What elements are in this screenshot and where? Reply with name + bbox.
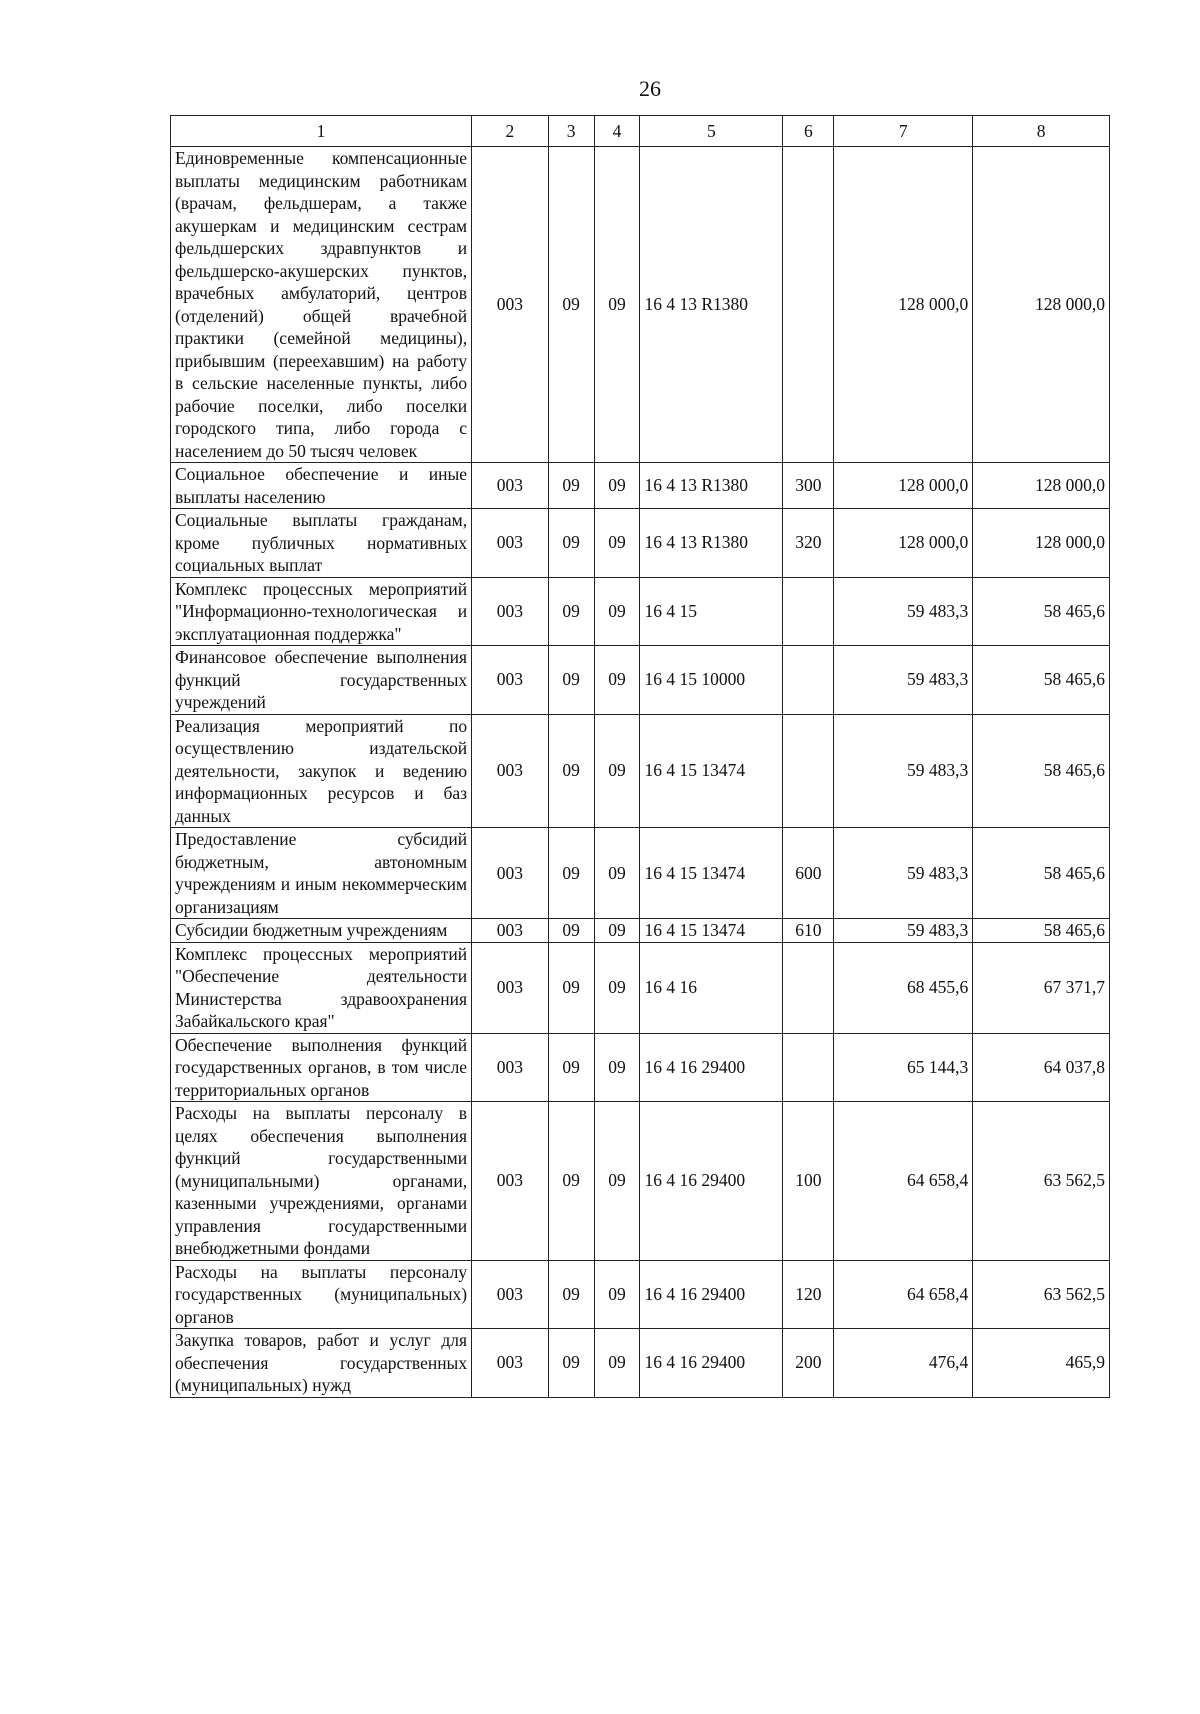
section-cell: 09 (548, 1329, 594, 1398)
header-cell: 5 (640, 116, 783, 147)
subsection-cell: 09 (594, 463, 640, 509)
table-row (171, 646, 1110, 715)
expense-type-cell (783, 646, 834, 715)
header-row (171, 116, 1110, 147)
expense-type-cell (783, 577, 834, 646)
section-cell: 09 (548, 646, 594, 715)
subsection-cell: 09 (594, 509, 640, 578)
section-cell: 09 (548, 147, 594, 463)
expense-type-cell (783, 147, 834, 463)
row-name-cell: Комплекс процессных мероприятий "Информационно-технологическая и эксплуатационная поддержка" (171, 577, 472, 646)
section-cell: 09 (548, 1102, 594, 1261)
row-name-cell: Субсидии бюджетным учреждениям (171, 919, 472, 943)
expense-type-cell: 320 (783, 509, 834, 578)
target-article-cell: 16 4 15 13474 (640, 919, 783, 943)
admin-code-cell: 003 (472, 942, 549, 1033)
header-cell: 7 (834, 116, 973, 147)
expense-type-cell: 610 (783, 919, 834, 943)
table-row (171, 577, 1110, 646)
subsection-cell: 09 (594, 1033, 640, 1102)
amount-year2-cell: 58 465,6 (973, 714, 1110, 828)
section-cell: 09 (548, 1260, 594, 1329)
admin-code-cell: 003 (472, 147, 549, 463)
target-article-cell: 16 4 16 29400 (640, 1102, 783, 1261)
expense-type-cell: 100 (783, 1102, 834, 1261)
section-cell: 09 (548, 463, 594, 509)
subsection-cell: 09 (594, 919, 640, 943)
subsection-cell: 09 (594, 828, 640, 919)
target-article-cell: 16 4 16 29400 (640, 1033, 783, 1102)
amount-year2-cell: 128 000,0 (973, 463, 1110, 509)
amount-year2-cell: 67 371,7 (973, 942, 1110, 1033)
row-name-cell: Социальные выплаты гражданам, кроме публичных нормативных социальных выплат (171, 509, 472, 578)
expense-type-cell: 200 (783, 1329, 834, 1398)
row-name-cell: Закупка товаров, работ и услуг для обеспечения государственных (муниципальных) нужд (171, 1329, 472, 1398)
target-article-cell: 16 4 15 10000 (640, 646, 783, 715)
target-article-cell: 16 4 16 29400 (640, 1329, 783, 1398)
amount-year1-cell: 68 455,6 (834, 942, 973, 1033)
amount-year2-cell: 63 562,5 (973, 1260, 1110, 1329)
budget-table (170, 115, 1110, 1398)
row-name-cell: Реализация мероприятий по осуществлению издательской деятельности, закупок и ведению информационных ресурсов и баз данных (171, 714, 472, 828)
admin-code-cell: 003 (472, 577, 549, 646)
section-cell: 09 (548, 509, 594, 578)
subsection-cell: 09 (594, 577, 640, 646)
target-article-cell: 16 4 13 R1380 (640, 463, 783, 509)
admin-code-cell: 003 (472, 919, 549, 943)
amount-year2-cell: 58 465,6 (973, 828, 1110, 919)
row-name-cell: Расходы на выплаты персоналу в целях обеспечения выполнения функций государственными (муниципальными) органами, казенными учреждениями, органами управления государственными внебюджетными фондами (171, 1102, 472, 1261)
subsection-cell: 09 (594, 1102, 640, 1261)
table-row (171, 714, 1110, 828)
admin-code-cell: 003 (472, 646, 549, 715)
subsection-cell: 09 (594, 714, 640, 828)
row-name-cell: Социальное обеспечение и иные выплаты населению (171, 463, 472, 509)
row-name-cell: Единовременные компенсационные выплаты медицинским работникам (врачам, фельдшерам, а также акушеркам и медицинским сестрам фельдшерских здравпунктов и фельдшерско-акушерских пунктов, врачебных амбулаторий, центров (отделений) общей врачебной практики (семейной медицины), прибывшим (переехавшим) на работу в сельские населенные пункты, либо рабочие поселки, либо поселки городского типа, либо города с населением до 50 тысяч человек (171, 147, 472, 463)
amount-year1-cell: 59 483,3 (834, 828, 973, 919)
row-name-cell: Обеспечение выполнения функций государственных органов, в том числе территориальных органов (171, 1033, 472, 1102)
target-article-cell: 16 4 15 13474 (640, 828, 783, 919)
amount-year1-cell: 59 483,3 (834, 577, 973, 646)
header-cell: 1 (171, 116, 472, 147)
subsection-cell: 09 (594, 1329, 640, 1398)
amount-year1-cell: 476,4 (834, 1329, 973, 1398)
admin-code-cell: 003 (472, 509, 549, 578)
expense-type-cell (783, 1033, 834, 1102)
admin-code-cell: 003 (472, 1260, 549, 1329)
table-row (171, 463, 1110, 509)
amount-year2-cell: 128 000,0 (973, 147, 1110, 463)
amount-year1-cell: 59 483,3 (834, 714, 973, 828)
amount-year1-cell: 64 658,4 (834, 1260, 973, 1329)
table-body (171, 147, 1110, 1398)
expense-type-cell: 300 (783, 463, 834, 509)
page-number: 26 (639, 76, 661, 101)
table-row (171, 1033, 1110, 1102)
header-cell: 8 (973, 116, 1110, 147)
subsection-cell: 09 (594, 1260, 640, 1329)
amount-year2-cell: 465,9 (973, 1329, 1110, 1398)
target-article-cell: 16 4 15 (640, 577, 783, 646)
subsection-cell: 09 (594, 646, 640, 715)
admin-code-cell: 003 (472, 1102, 549, 1261)
amount-year1-cell: 64 658,4 (834, 1102, 973, 1261)
amount-year1-cell: 59 483,3 (834, 919, 973, 943)
header-cell: 6 (783, 116, 834, 147)
target-article-cell: 16 4 13 R1380 (640, 509, 783, 578)
expense-type-cell: 120 (783, 1260, 834, 1329)
header-cell: 4 (594, 116, 640, 147)
row-name-cell: Предоставление субсидий бюджетным, автономным учреждениям и иным некоммерческим организациям (171, 828, 472, 919)
section-cell: 09 (548, 919, 594, 943)
section-cell: 09 (548, 1033, 594, 1102)
row-name-cell: Финансовое обеспечение выполнения функций государственных учреждений (171, 646, 472, 715)
row-name-cell: Комплекс процессных мероприятий "Обеспечение деятельности Министерства здравоохранения Забайкальского края" (171, 942, 472, 1033)
admin-code-cell: 003 (472, 828, 549, 919)
header-cell: 2 (472, 116, 549, 147)
amount-year2-cell: 64 037,8 (973, 1033, 1110, 1102)
table-row (171, 942, 1110, 1033)
target-article-cell: 16 4 16 29400 (640, 1260, 783, 1329)
amount-year2-cell: 128 000,0 (973, 509, 1110, 578)
table-row (171, 147, 1110, 463)
section-cell: 09 (548, 577, 594, 646)
amount-year1-cell: 65 144,3 (834, 1033, 973, 1102)
section-cell: 09 (548, 942, 594, 1033)
subsection-cell: 09 (594, 942, 640, 1033)
target-article-cell: 16 4 16 (640, 942, 783, 1033)
table-row (171, 1329, 1110, 1398)
section-cell: 09 (548, 714, 594, 828)
amount-year1-cell: 128 000,0 (834, 463, 973, 509)
subsection-cell: 09 (594, 147, 640, 463)
table-row (171, 1102, 1110, 1261)
expense-type-cell (783, 714, 834, 828)
expense-type-cell: 600 (783, 828, 834, 919)
amount-year1-cell: 128 000,0 (834, 509, 973, 578)
target-article-cell: 16 4 13 R1380 (640, 147, 783, 463)
table-row (171, 828, 1110, 919)
row-name-cell: Расходы на выплаты персоналу государственных (муниципальных) органов (171, 1260, 472, 1329)
amount-year2-cell: 63 562,5 (973, 1102, 1110, 1261)
table-row (171, 1260, 1110, 1329)
header-cell: 3 (548, 116, 594, 147)
amount-year2-cell: 58 465,6 (973, 646, 1110, 715)
amount-year2-cell: 58 465,6 (973, 577, 1110, 646)
amount-year1-cell: 128 000,0 (834, 147, 973, 463)
expense-type-cell (783, 942, 834, 1033)
admin-code-cell: 003 (472, 463, 549, 509)
section-cell: 09 (548, 828, 594, 919)
admin-code-cell: 003 (472, 1033, 549, 1102)
admin-code-cell: 003 (472, 714, 549, 828)
table-row (171, 919, 1110, 943)
admin-code-cell: 003 (472, 1329, 549, 1398)
amount-year1-cell: 59 483,3 (834, 646, 973, 715)
target-article-cell: 16 4 15 13474 (640, 714, 783, 828)
amount-year2-cell: 58 465,6 (973, 919, 1110, 943)
table-row (171, 509, 1110, 578)
